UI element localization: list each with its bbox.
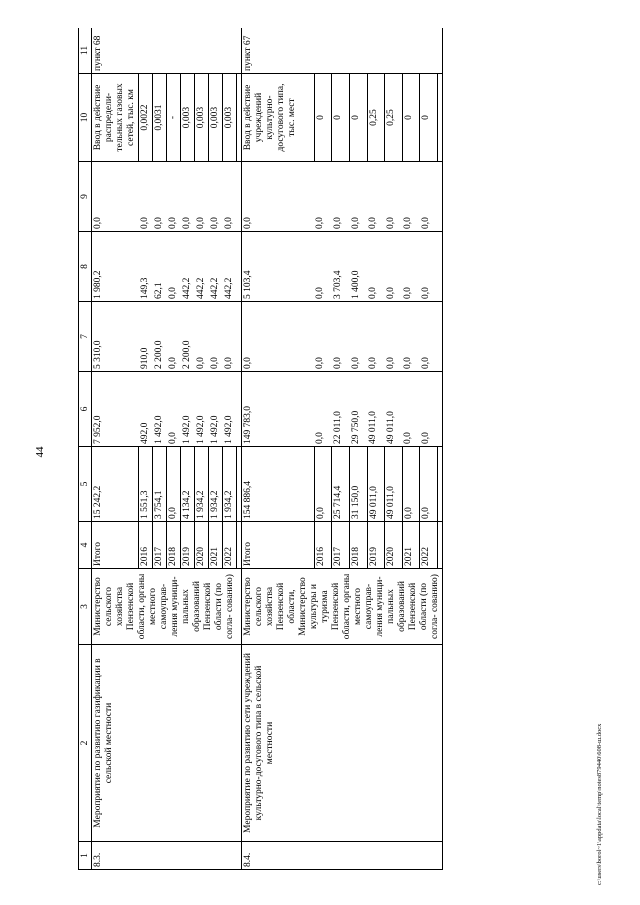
col-header-9: 9 <box>79 162 92 232</box>
value-c8: 3 703,4 <box>332 232 350 302</box>
point-ref: пункт 67 <box>242 28 443 74</box>
value-c5: 4 134,2 <box>181 447 195 522</box>
section-total-row <box>242 28 315 870</box>
filler-cell <box>438 302 443 372</box>
col-header-3: 3 <box>79 569 92 645</box>
section-number: 8.4. <box>242 842 443 870</box>
year-cell: 2017 <box>332 522 350 569</box>
value-c7: 0,0 <box>314 302 332 372</box>
value-c7: 2 200,0 <box>181 302 195 372</box>
value-c8: 0,0 <box>402 232 420 302</box>
value-c7: 0,0 <box>402 302 420 372</box>
value-c7: 0,0 <box>195 302 209 372</box>
indicator-value: 0,003 <box>195 74 209 162</box>
value-c9: 0,0 <box>181 162 195 232</box>
indicator-name: Ввод в действие распредели- тельных газовых сетей, тыс. км <box>92 74 139 162</box>
value-c5: 1 934,2 <box>223 447 237 522</box>
year-cell: 2018 <box>167 522 181 569</box>
value-c5: 1 934,2 <box>195 447 209 522</box>
year-cell: 2022 <box>420 522 438 569</box>
value-c6: 1 492,0 <box>223 372 237 447</box>
total-c6: 7 952,0 <box>92 372 139 447</box>
value-c5: 49 011,0 <box>367 447 385 522</box>
indicator-value: 0 <box>402 74 420 162</box>
value-c7: 0,0 <box>167 302 181 372</box>
total-c5: 15 242,2 <box>92 447 139 522</box>
value-c8: 1 400,0 <box>350 232 368 302</box>
value-c9: 0,0 <box>139 162 153 232</box>
filler-cell <box>438 372 443 447</box>
value-c8: 149,3 <box>139 232 153 302</box>
value-c8: 0,0 <box>367 232 385 302</box>
value-c9: 0,0 <box>195 162 209 232</box>
year-cell: 2022 <box>223 522 237 569</box>
indicator-value: - <box>167 74 181 162</box>
value-c7: 0,0 <box>350 302 368 372</box>
indicator-value: 0,003 <box>223 74 237 162</box>
total-c9: 0,0 <box>92 162 139 232</box>
total-c8: 1 980,2 <box>92 232 139 302</box>
indicator-value: 0,003 <box>181 74 195 162</box>
value-c7: 0,0 <box>367 302 385 372</box>
value-c9: 0,0 <box>350 162 368 232</box>
sections-body <box>92 28 443 870</box>
value-c8: 442,2 <box>181 232 195 302</box>
indicator-value: 0 <box>350 74 368 162</box>
total-c8: 5 103,4 <box>242 232 315 302</box>
col-header-2: 2 <box>79 645 92 842</box>
indicator-value: 0 <box>420 74 438 162</box>
value-c6: 1 492,0 <box>195 372 209 447</box>
year-cell: 2020 <box>385 522 403 569</box>
value-c6: 49 011,0 <box>367 372 385 447</box>
value-c8: 62,1 <box>153 232 167 302</box>
header-row <box>79 28 92 870</box>
year-cell: 2019 <box>367 522 385 569</box>
page-content <box>78 28 588 870</box>
total-c9: 0,0 <box>242 162 315 232</box>
value-c9: 0,0 <box>167 162 181 232</box>
value-c6: 29 750,0 <box>350 372 368 447</box>
value-c8: 0,0 <box>314 232 332 302</box>
point-ref: пункт 68 <box>92 28 242 74</box>
value-c6: 1 492,0 <box>181 372 195 447</box>
total-label: Итого <box>242 522 315 569</box>
value-c7: 0,0 <box>385 302 403 372</box>
section-total-row <box>92 28 139 870</box>
filler-cell <box>438 74 443 162</box>
program-table <box>78 28 443 870</box>
value-c9: 0,0 <box>402 162 420 232</box>
value-c5: 31 150,0 <box>350 447 368 522</box>
value-c5: 0,0 <box>420 447 438 522</box>
value-c9: 0,0 <box>209 162 223 232</box>
value-c5: 1 934,2 <box>209 447 223 522</box>
year-cell: 2017 <box>153 522 167 569</box>
value-c6: 0,0 <box>402 372 420 447</box>
value-c6: 0,0 <box>420 372 438 447</box>
indicator-value: 0,25 <box>367 74 385 162</box>
indicator-value: 0 <box>314 74 332 162</box>
col-header-5: 5 <box>79 447 92 522</box>
total-c5: 154 886,4 <box>242 447 315 522</box>
value-c5: 3 754,1 <box>153 447 167 522</box>
value-c9: 0,0 <box>153 162 167 232</box>
col-header-11: 11 <box>79 28 92 74</box>
col-header-4: 4 <box>79 522 92 569</box>
value-c9: 0,0 <box>385 162 403 232</box>
value-c9: 0,0 <box>314 162 332 232</box>
value-c7: 0,0 <box>223 302 237 372</box>
filler-cell <box>438 162 443 232</box>
col-header-10: 10 <box>79 74 92 162</box>
value-c9: 0,0 <box>332 162 350 232</box>
value-c7: 0,0 <box>332 302 350 372</box>
section-number: 8.3. <box>92 842 242 870</box>
year-cell: 2020 <box>195 522 209 569</box>
total-c7: 0,0 <box>242 302 315 372</box>
filler-cell <box>438 232 443 302</box>
value-c5: 49 011,0 <box>385 447 403 522</box>
filler-cell <box>438 447 443 522</box>
year-cell: 2016 <box>314 522 332 569</box>
col-header-7: 7 <box>79 302 92 372</box>
value-c8: 0,0 <box>420 232 438 302</box>
value-c6: 492,0 <box>139 372 153 447</box>
value-c6: 22 011,0 <box>332 372 350 447</box>
event-name: Мероприятие по развитию сети учреждений культурно-досугового типа в сельской местности <box>242 645 443 842</box>
footer-file-path: c:\users\borol~1\appdata\local\temp\notes879440\608-ш.docx <box>596 723 603 885</box>
value-c6: 1 492,0 <box>153 372 167 447</box>
indicator-value: 0,003 <box>209 74 223 162</box>
value-c8: 0,0 <box>385 232 403 302</box>
value-c5: 1 551,3 <box>139 447 153 522</box>
year-cell: 2021 <box>402 522 420 569</box>
total-c7: 5 310,0 <box>92 302 139 372</box>
value-c8: 442,2 <box>223 232 237 302</box>
executor: Министерство сельского хозяйства Пензенской области, органы местного самоуправ- ления муници- пальных образований Пензенской области (по согла- сованию) <box>92 569 242 645</box>
year-cell: 2018 <box>350 522 368 569</box>
value-c6: 0,0 <box>314 372 332 447</box>
page-number: 44 <box>34 446 46 458</box>
total-label: Итого <box>92 522 139 569</box>
value-c8: 0,0 <box>167 232 181 302</box>
year-cell: 2021 <box>209 522 223 569</box>
value-c7: 0,0 <box>420 302 438 372</box>
col-header-1: 1 <box>79 842 92 870</box>
value-c9: 0,0 <box>420 162 438 232</box>
value-c5: 0,0 <box>402 447 420 522</box>
value-c7: 0,0 <box>209 302 223 372</box>
col-header-8: 8 <box>79 232 92 302</box>
value-c8: 442,2 <box>209 232 223 302</box>
value-c9: 0,0 <box>223 162 237 232</box>
value-c6: 1 492,0 <box>209 372 223 447</box>
value-c8: 442,2 <box>195 232 209 302</box>
year-cell: 2019 <box>181 522 195 569</box>
value-c6: 0,0 <box>167 372 181 447</box>
year-cell: 2016 <box>139 522 153 569</box>
table-container <box>78 28 588 870</box>
value-c7: 910,0 <box>139 302 153 372</box>
value-c7: 2 200,0 <box>153 302 167 372</box>
indicator-value: 0,0022 <box>139 74 153 162</box>
filler-cell <box>438 522 443 569</box>
indicator-value: 0 <box>332 74 350 162</box>
value-c5: 0,0 <box>167 447 181 522</box>
indicator-value: 0,25 <box>385 74 403 162</box>
value-c9: 0,0 <box>367 162 385 232</box>
value-c6: 49 011,0 <box>385 372 403 447</box>
value-c5: 25 714,4 <box>332 447 350 522</box>
value-c5: 0,0 <box>314 447 332 522</box>
indicator-name: Ввод в действие учреждений культурно- досугового типа, тыс. мест <box>242 74 315 162</box>
total-c6: 149 783,0 <box>242 372 315 447</box>
executor: Министерство сельского хозяйства Пензенской области, Министерство культуры и туризма Пензенской области, органы местного самоуправ- ления муници- пальных образований Пензенской области (по согла- сованию) <box>242 569 443 645</box>
col-header-6: 6 <box>79 372 92 447</box>
indicator-value: 0,0031 <box>153 74 167 162</box>
event-name: Мероприятие по развитию газификации в сельской местности <box>92 645 242 842</box>
